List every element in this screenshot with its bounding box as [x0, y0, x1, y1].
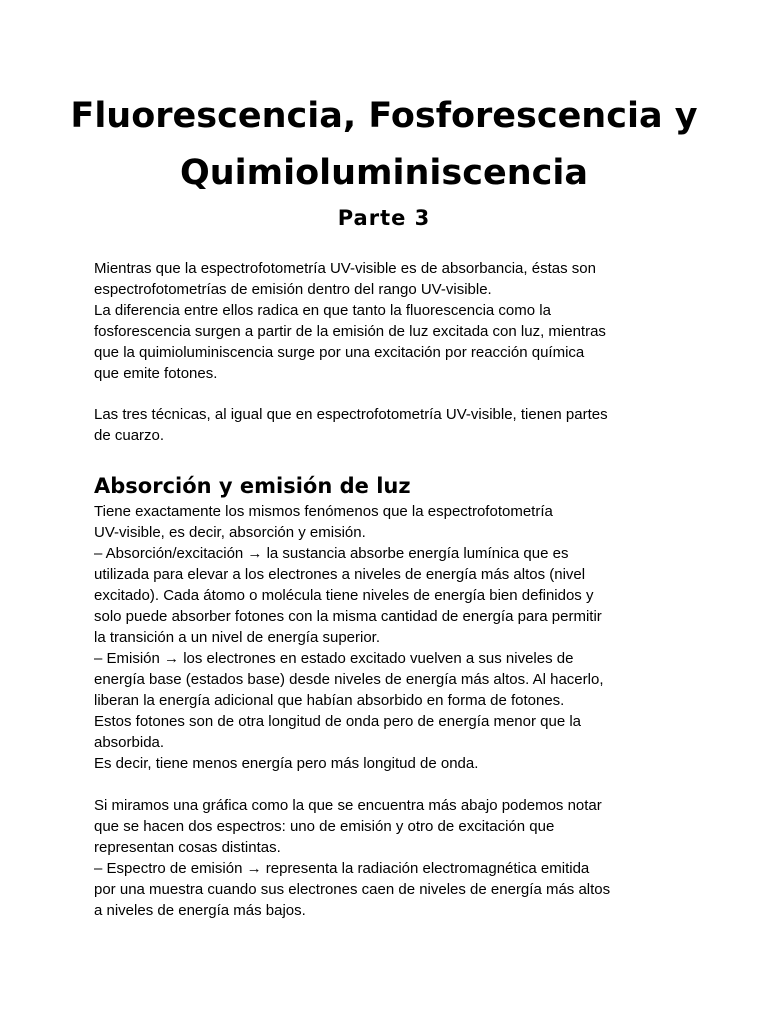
page-title-line-2: Quimioluminiscencia	[179, 153, 589, 193]
paragraph-line: que se hacen dos espectros: uno de emisión y otro de excitación que	[94, 818, 555, 835]
paragraph-line: – Espectro de emisión → representa la radiación electromagnética emitida	[94, 860, 590, 877]
paragraph-line: liberan la energía adicional que habían absorbido en forma de fotones.	[94, 692, 565, 709]
paragraph-line: Es decir, tiene menos energía pero más longitud de onda.	[94, 755, 479, 772]
paragraph-line: espectrofotometrías de emisión dentro del rango UV-visible.	[94, 281, 492, 298]
paragraph-line: representan cosas distintas.	[94, 839, 281, 856]
paragraph-line: la transición a un nivel de energía superior.	[94, 629, 381, 646]
paragraph-line: que emite fotones.	[94, 365, 218, 382]
paragraph-line: energía base (estados base) desde niveles de energía más altos. Al hacerlo,	[94, 671, 604, 688]
paragraph-line: excitado). Cada átomo o molécula tiene niveles de energía bien definidos y	[94, 587, 594, 604]
paragraph-line: fosforescencia surgen a partir de la emisión de luz excitada con luz, mientras	[94, 323, 606, 340]
paragraph-line: que la quimioluminiscencia surge por una excitación por reacción química	[94, 344, 585, 361]
paragraph-line: La diferencia entre ellos radica en que tanto la fluorescencia como la	[94, 302, 551, 319]
paragraph-line: Si miramos una gráfica como la que se encuentra más abajo podemos notar	[94, 797, 602, 814]
page-subtitle: Parte 3	[337, 206, 431, 230]
paragraph-line: Estos fotones son de otra longitud de onda pero de energía menor que la	[94, 713, 582, 730]
paragraph-line: Las tres técnicas, al igual que en espectrofotometría UV-visible, tienen partes	[94, 406, 608, 423]
paragraph-line: utilizada para elevar a los electrones a niveles de energía más altos (nivel	[94, 566, 586, 583]
spectra-paragraph	[94, 795, 694, 921]
paragraph-line: UV-visible, es decir, absorción y emisión.	[94, 524, 366, 541]
page-title-line-1: Fluorescencia, Fosforescencia y	[70, 96, 698, 136]
paragraph-line: absorbida.	[94, 734, 165, 751]
paragraph-line: por una muestra cuando sus electrones caen de niveles de energía más altos	[94, 881, 611, 898]
absorption-emission-paragraph	[94, 501, 694, 774]
paragraph-line: – Emisión → los electrones en estado excitado vuelven a sus niveles de	[94, 650, 574, 667]
paragraph-line: solo puede absorber fotones con la misma cantidad de energía para permitir	[94, 608, 602, 625]
paragraph-line: Mientras que la espectrofotometría UV-visible es de absorbancia, éstas son	[94, 260, 596, 277]
intro-paragraph	[94, 258, 694, 384]
quartz-paragraph	[94, 404, 694, 446]
section-heading: Absorción y emisión de luz	[94, 474, 411, 498]
paragraph-line: de cuarzo.	[94, 427, 165, 444]
paragraph-line: Tiene exactamente los mismos fenómenos que la espectrofotometría	[94, 503, 553, 520]
paragraph-line: a niveles de energía más bajos.	[94, 902, 306, 919]
paragraph-line: – Absorción/excitación → la sustancia absorbe energía lumínica que es	[94, 545, 569, 562]
